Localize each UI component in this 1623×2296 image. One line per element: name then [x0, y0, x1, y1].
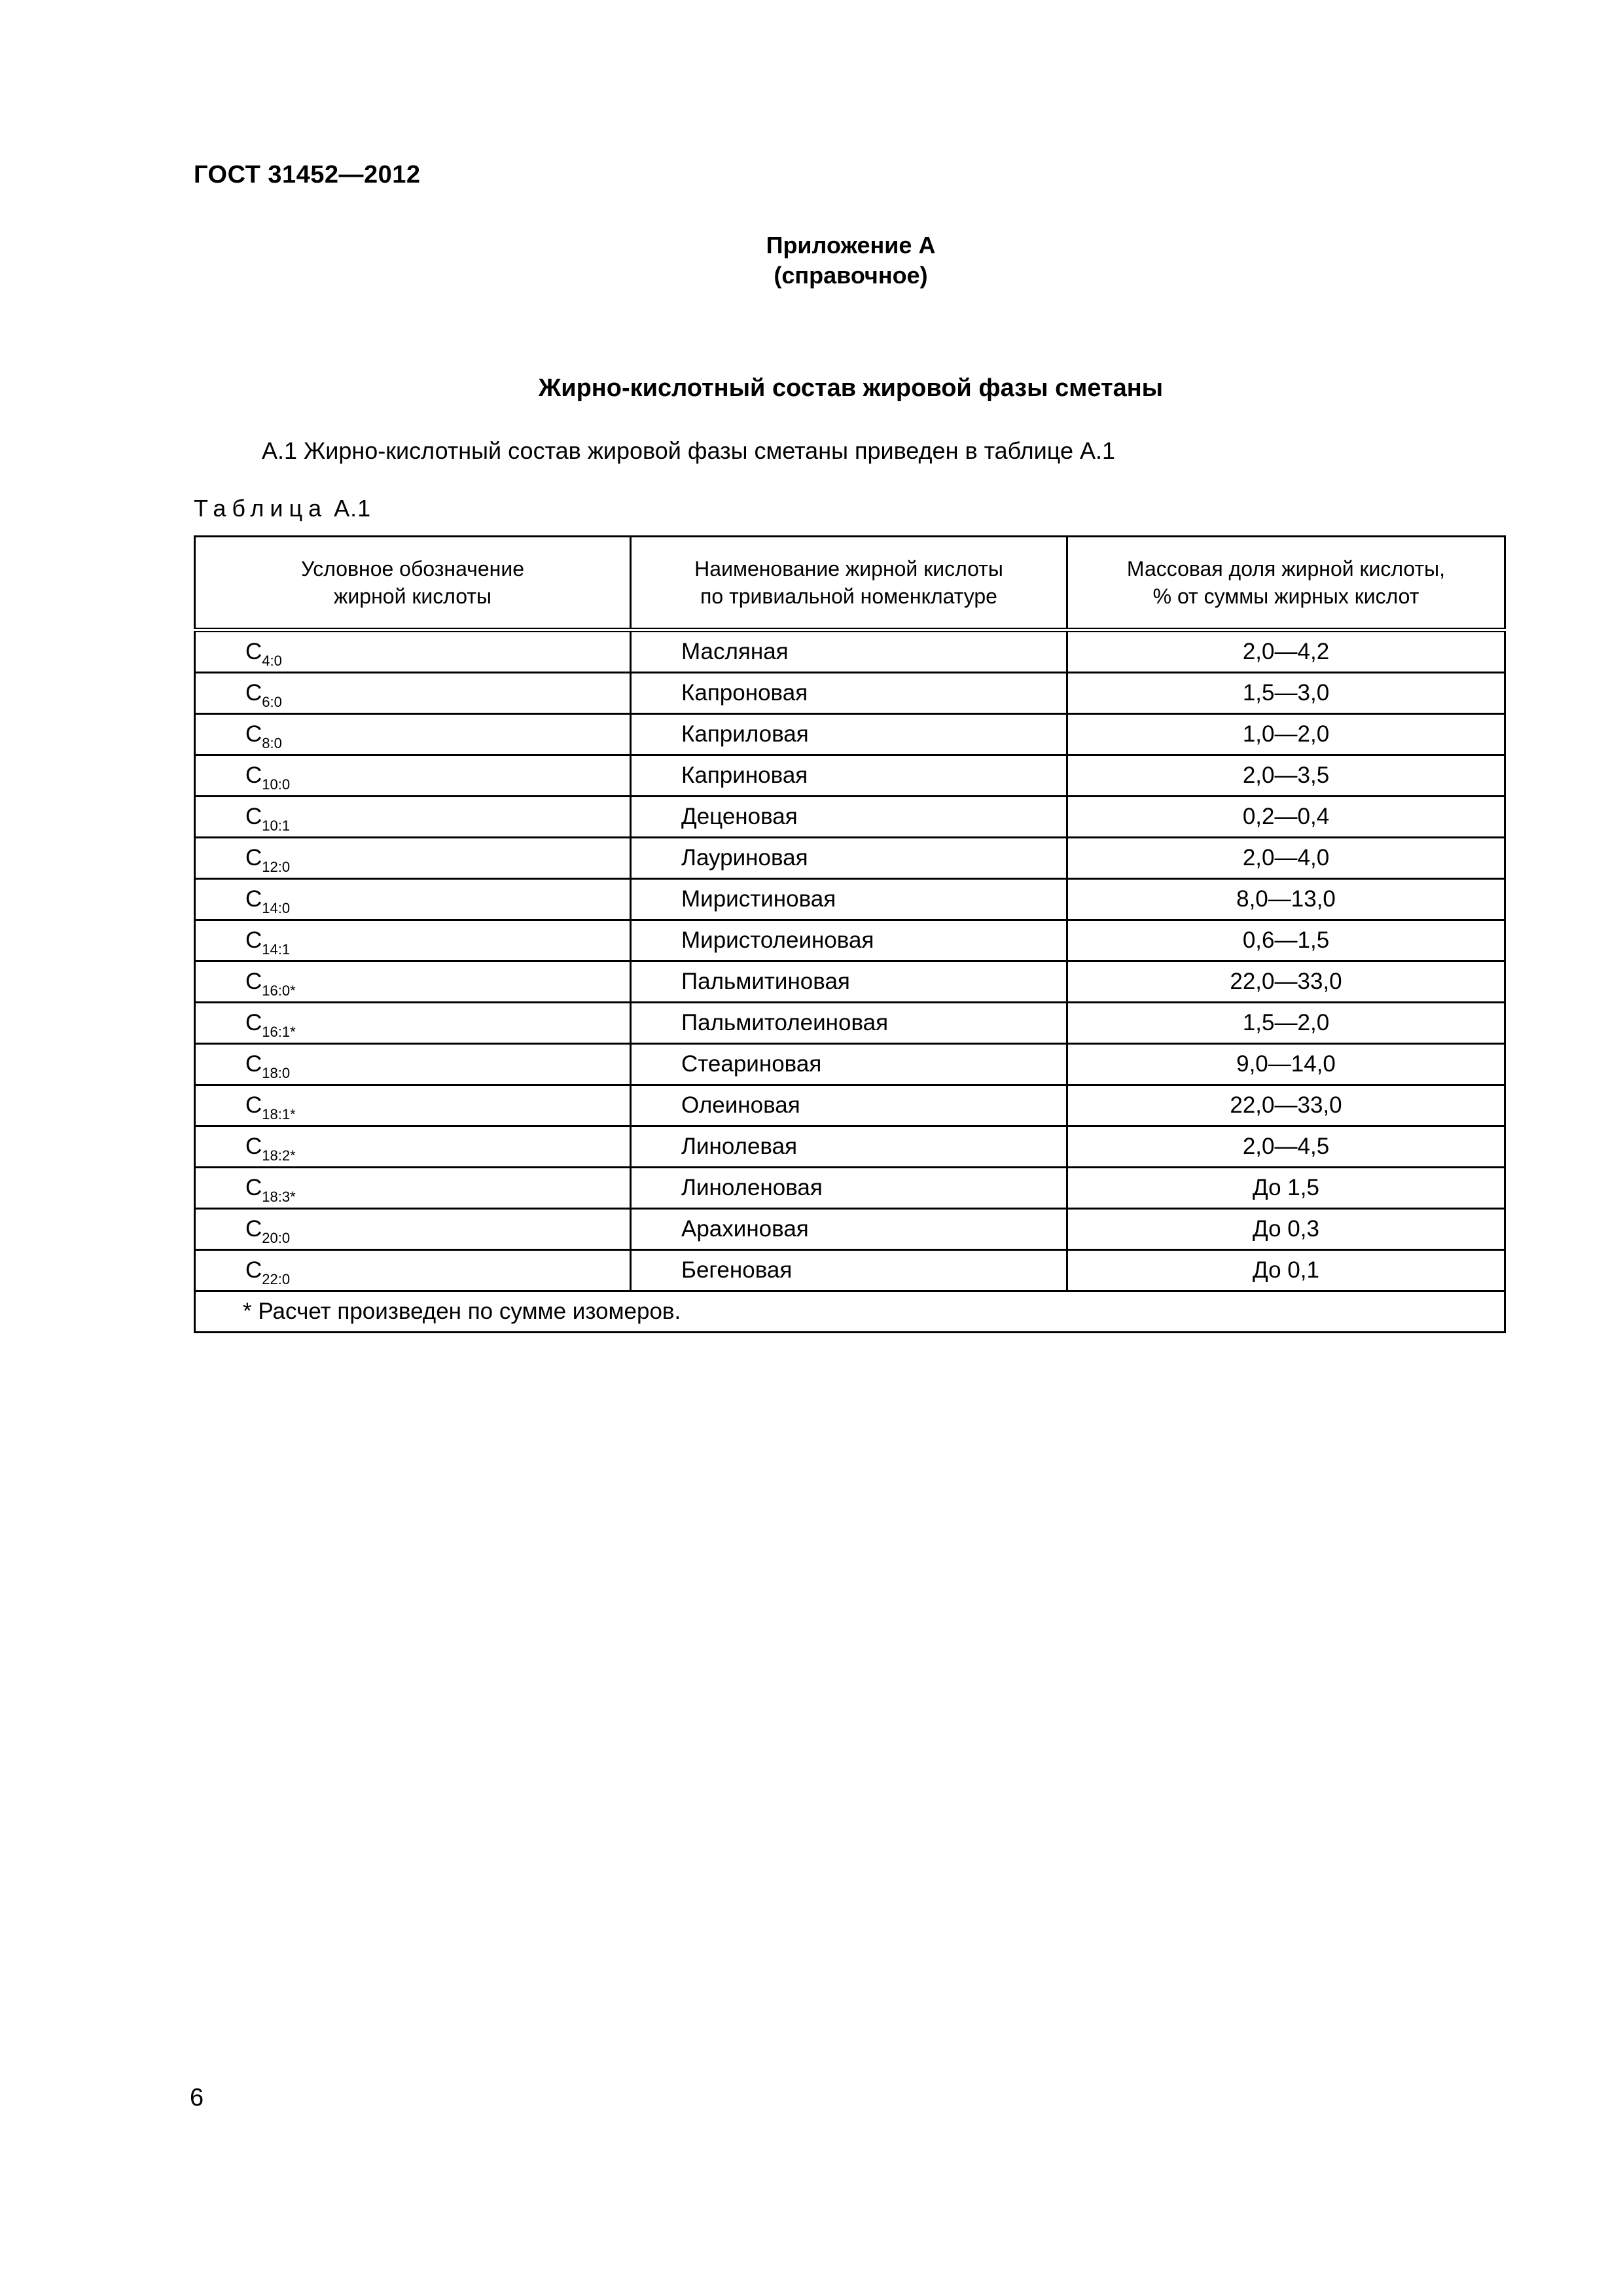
table-row: [195, 1209, 1505, 1250]
acid-symbol: C: [245, 1175, 262, 1200]
header-symbol-line2: жирной кислоты: [334, 584, 491, 608]
acid-symbol-cell: [195, 1044, 631, 1085]
acid-name-cell: Каприловая: [631, 714, 1067, 755]
acid-index: 18:3*: [262, 1189, 296, 1205]
acid-name-cell: Пальмитолеиновая: [631, 1003, 1067, 1044]
table-row: [195, 797, 1505, 838]
acid-index: 8:0: [262, 735, 282, 751]
table-body: [195, 630, 1505, 1291]
acid-value-cell: 0,6—1,5: [1067, 920, 1505, 961]
acid-index: 14:0: [262, 900, 291, 916]
appendix-type: (справочное): [774, 262, 928, 289]
table-row: [195, 1085, 1505, 1126]
acid-index: 20:0: [262, 1230, 291, 1246]
table-row: [195, 1250, 1505, 1291]
header-mass-line2: % от суммы жирных кислот: [1152, 584, 1419, 608]
acid-name-cell: Масляная: [631, 630, 1067, 673]
acid-symbol: C: [245, 886, 262, 912]
acid-name-cell: Линолевая: [631, 1126, 1067, 1168]
acid-symbol: C: [245, 721, 262, 747]
acid-symbol: C: [245, 680, 262, 706]
acid-symbol-cell: [195, 1003, 631, 1044]
acid-symbol-cell: [195, 797, 631, 838]
acid-symbol-cell: [195, 920, 631, 961]
table-row: [195, 1044, 1505, 1085]
acid-value-cell: До 0,1: [1067, 1250, 1505, 1291]
acid-symbol-cell: [195, 673, 631, 714]
acid-index: 10:1: [262, 817, 291, 834]
acid-symbol: C: [245, 804, 262, 829]
acid-index: 10:0: [262, 776, 291, 793]
header-name-line2: по тривиальной номенклатуре: [700, 584, 997, 608]
acid-symbol: C: [245, 1216, 262, 1242]
header-mass-fraction: [1067, 537, 1505, 630]
table-footnote: * Расчет произведен по сумме изомеров.: [195, 1291, 1505, 1333]
acid-index: 18:0: [262, 1065, 291, 1081]
acid-symbol-cell: [195, 755, 631, 797]
table-header-row: [195, 537, 1505, 630]
acid-symbol-cell: [195, 961, 631, 1003]
fatty-acid-table: [194, 535, 1506, 1333]
header-name-line1: Наименование жирной кислоты: [694, 557, 1003, 581]
table-row: [195, 630, 1505, 673]
table-row: [195, 1168, 1505, 1209]
header-symbol: [195, 537, 631, 630]
acid-symbol-cell: [195, 1209, 631, 1250]
page-number: 6: [190, 2084, 204, 2111]
acid-value-cell: 1,5—2,0: [1067, 1003, 1505, 1044]
acid-value-cell: 1,5—3,0: [1067, 673, 1505, 714]
acid-value-cell: 8,0—13,0: [1067, 879, 1505, 920]
table-row: [195, 879, 1505, 920]
acid-symbol-cell: [195, 1168, 631, 1209]
acid-name-cell: Лауриновая: [631, 838, 1067, 879]
table-row: [195, 755, 1505, 797]
acid-index: 12:0: [262, 859, 291, 875]
table-caption-number: А.1: [334, 495, 372, 522]
acid-value-cell: 22,0—33,0: [1067, 961, 1505, 1003]
acid-value-cell: До 1,5: [1067, 1168, 1505, 1209]
acid-symbol-cell: [195, 714, 631, 755]
acid-symbol-cell: [195, 1126, 631, 1168]
acid-name-cell: Стеариновая: [631, 1044, 1067, 1085]
acid-symbol: C: [245, 845, 262, 870]
acid-name-cell: Линоленовая: [631, 1168, 1067, 1209]
acid-index: 18:1*: [262, 1106, 296, 1122]
acid-name-cell: Пальмитиновая: [631, 961, 1067, 1003]
acid-index: 6:0: [262, 694, 282, 710]
acid-value-cell: 2,0—4,2: [1067, 630, 1505, 673]
table-row: [195, 1003, 1505, 1044]
acid-symbol: C: [245, 927, 262, 953]
acid-index: 18:2*: [262, 1147, 296, 1164]
appendix-title: Приложение А: [766, 232, 936, 259]
table-caption: [194, 495, 371, 522]
acid-symbol: C: [245, 1010, 262, 1035]
acid-value-cell: 0,2—0,4: [1067, 797, 1505, 838]
acid-symbol-cell: [195, 1250, 631, 1291]
acid-value-cell: 9,0—14,0: [1067, 1044, 1505, 1085]
acid-symbol-cell: [195, 838, 631, 879]
acid-value-cell: До 0,3: [1067, 1209, 1505, 1250]
acid-symbol: C: [245, 762, 262, 788]
acid-symbol: C: [245, 1257, 262, 1283]
table-row: [195, 920, 1505, 961]
table-row: [195, 961, 1505, 1003]
table-row: [195, 714, 1505, 755]
header-symbol-line1: Условное обозначение: [301, 557, 524, 581]
header-mass-line1: Массовая доля жирной кислоты,: [1126, 557, 1446, 581]
acid-value-cell: 1,0—2,0: [1067, 714, 1505, 755]
acid-name-cell: Деценовая: [631, 797, 1067, 838]
acid-value-cell: 2,0—4,5: [1067, 1126, 1505, 1168]
acid-index: 16:0*: [262, 982, 296, 999]
acid-value-cell: 2,0—4,0: [1067, 838, 1505, 879]
acid-index: 14:1: [262, 941, 291, 958]
acid-value-cell: 2,0—3,5: [1067, 755, 1505, 797]
acid-name-cell: Капроновая: [631, 673, 1067, 714]
acid-symbol-cell: [195, 879, 631, 920]
acid-name-cell: Каприновая: [631, 755, 1067, 797]
acid-name-cell: Миристиновая: [631, 879, 1067, 920]
table-caption-word: Таблица: [194, 495, 328, 522]
table-row: [195, 838, 1505, 879]
table-row: [195, 1126, 1505, 1168]
acid-symbol: C: [245, 639, 262, 664]
acid-symbol-cell: [195, 1085, 631, 1126]
acid-symbol: C: [245, 969, 262, 994]
table-row: [195, 673, 1505, 714]
acid-symbol: C: [245, 1051, 262, 1077]
acid-name-cell: Арахиновая: [631, 1209, 1067, 1250]
acid-name-cell: Миристолеиновая: [631, 920, 1067, 961]
section-title: Жирно-кислотный состав жировой фазы сметаны: [538, 374, 1164, 402]
acid-index: 4:0: [262, 653, 282, 669]
acid-name-cell: Олеиновая: [631, 1085, 1067, 1126]
acid-name-cell: Бегеновая: [631, 1250, 1067, 1291]
acid-symbol: C: [245, 1092, 262, 1118]
acid-symbol: C: [245, 1134, 262, 1159]
header-name: [631, 537, 1067, 630]
document-code: ГОСТ 31452—2012: [194, 161, 421, 188]
footnote-row: [195, 1291, 1505, 1333]
acid-value-cell: 22,0—33,0: [1067, 1085, 1505, 1126]
intro-paragraph: А.1 Жирно-кислотный состав жировой фазы сметаны приведен в таблице А.1: [262, 437, 1116, 464]
acid-index: 22:0: [262, 1271, 291, 1287]
acid-index: 16:1*: [262, 1024, 296, 1040]
acid-symbol-cell: [195, 630, 631, 673]
